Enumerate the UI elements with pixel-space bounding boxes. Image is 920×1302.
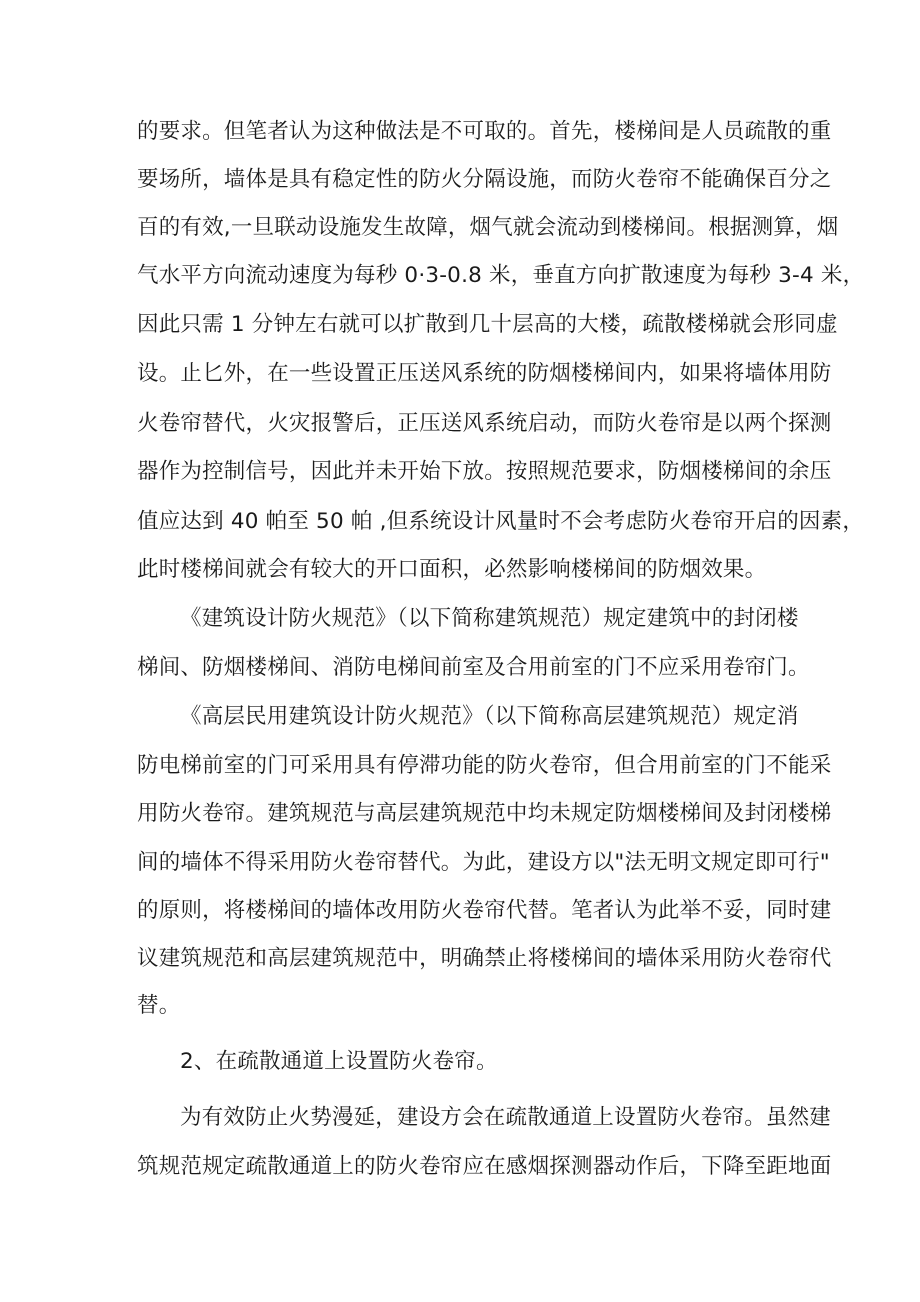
paragraph-1-line: 设。止匕外，在一些设置正压送风系统的防烟楼梯间内，如果将墙体用防 xyxy=(137,361,832,386)
paragraph-2-line: 《建筑设计防火规范》（以下简称建筑规范）规定建筑中的封闭楼 xyxy=(180,606,799,631)
paragraph-1-line: 值应达到 40 帕至 50 帕 ,但系统设计风量时不会考虑防火卷帘开启的因素， xyxy=(137,509,865,534)
paragraph-1-line: 器作为控制信号，因此并未开始下放。按照规范要求，防烟楼梯间的余压 xyxy=(137,459,832,484)
paragraph-1-line: 此时楼梯间就会有较大的开口面积，必然影响楼梯间的防烟效果。 xyxy=(137,557,767,582)
paragraph-3-line: 的原则，将楼梯间的墙体改用防火卷帘代替。笔者认为此举不妥，同时建 xyxy=(137,898,832,923)
paragraph-4-line: 筑规范规定疏散通道上的防火卷帘应在感烟探测器动作后，下降至距地面 xyxy=(137,1154,832,1179)
paragraph-3-line: 《高层民用建筑设计防火规范》（以下简称高层建筑规范）规定消 xyxy=(180,704,799,729)
paragraph-1-line: 要场所，墙体是具有稳定性的防火分隔设施，而防火卷帘不能确保百分之 xyxy=(137,167,832,192)
paragraph-1-line: 因此只需 1 分钟左右就可以扩散到几十层高的大楼，疏散楼梯就会形同虚 xyxy=(137,312,838,337)
paragraph-3-line: 替。 xyxy=(137,993,181,1018)
paragraph-3-line: 议建筑规范和高层建筑规范中，明确禁止将楼梯间的墙体采用防火卷帘代 xyxy=(137,946,832,971)
paragraph-1-line: 百的有效,一旦联动设施发生故障，烟气就会流动到楼梯间。根据测算，烟 xyxy=(137,215,839,240)
paragraph-3-line: 防电梯前室的门可采用具有停滞功能的防火卷帘，但合用前室的门不能采 xyxy=(137,753,832,778)
section-heading: 2、在疏散通道上设置防火卷帘。 xyxy=(180,1049,498,1074)
paragraph-2-line: 梯间、防烟楼梯间、消防电梯间前室及合用前室的门不应采用卷帘门。 xyxy=(137,655,810,680)
paragraph-1-line: 火卷帘替代，火灾报警后，正压送风系统启动，而防火卷帘是以两个探测 xyxy=(137,411,832,436)
paragraph-3-line: 用防火卷帘。建筑规范与高层建筑规范中均未规定防烟楼梯间及封闭楼梯 xyxy=(137,801,832,826)
paragraph-1-line: 的要求。但笔者认为这种做法是不可取的。首先，楼梯间是人员疏散的重 xyxy=(137,119,832,144)
paragraph-1-line: 气水平方向流动速度为每秒 0·3-0.8 米，垂直方向扩散速度为每秒 3-4 米， xyxy=(137,263,865,288)
paragraph-4-line: 为有效防止火势漫延，建设方会在疏散通道上设置防火卷帘。虽然建 xyxy=(180,1105,832,1130)
paragraph-3-line: 间的墙体不得采用防火卷帘替代。为此，建设方以"法无明文规定即可行" xyxy=(137,850,830,875)
